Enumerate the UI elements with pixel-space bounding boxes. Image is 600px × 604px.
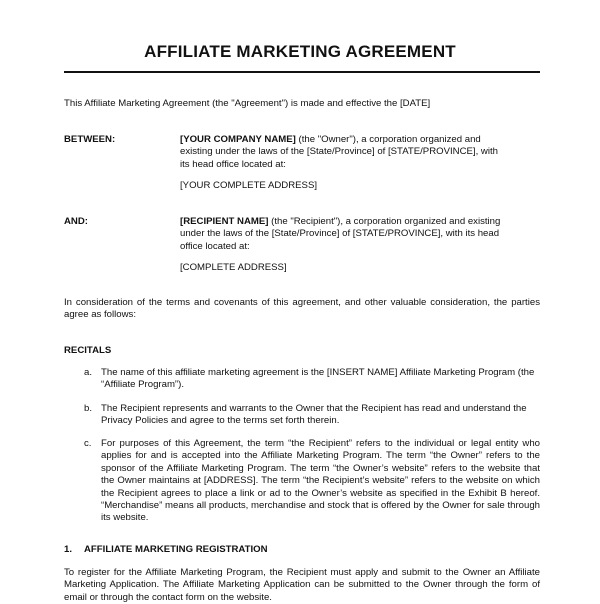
and-label: AND: bbox=[64, 216, 88, 227]
recital-letter: c. bbox=[84, 438, 92, 449]
intro-paragraph: This Affiliate Marketing Agreement (the "Agreement") is made and effective the [DATE] bbox=[64, 98, 431, 109]
section-title: AFFILIATE MARKETING REGISTRATION bbox=[84, 544, 268, 555]
recital-text: For purposes of this Agreement, the term “the Recipient” refers to the individual or legal entity who applies for and is accepted into the Affiliate Marketing Program. The term “the Owner” refers to the sponsor of the Affiliate Marketing Program. The term “the Owner’s website” refers to the website that the Owner maintains at [ADDRESS]. The term “the Recipient’s website” refers to the website on which the Recipient agrees to place a link or ad to the Owner’s website as specified in the Exhibit B hereof. “Merchandise” means all products, merchandise and stock that is offered by the Owner for sale through its website. bbox=[101, 438, 540, 524]
recipient-party bbox=[180, 216, 510, 253]
consideration-paragraph: In consideration of the terms and covenants of this agreement, and other valuable consideration, the parties agree as follows: bbox=[64, 297, 540, 321]
recipient-description: (the "Recipient"), a corporation organized and existing under the laws of the [State/Province] of [STATE/PROVINCE], with its head office located at: bbox=[180, 216, 501, 252]
title-rule bbox=[64, 71, 540, 73]
recital-text: The Recipient represents and warrants to the Owner that the Recipient has read and understand the Privacy Policies and agree to the terms set forth therein. bbox=[101, 403, 527, 427]
recital-letter: a. bbox=[84, 367, 93, 378]
recital-letter: b. bbox=[84, 403, 93, 414]
owner-description: (the "Owner"), a corporation organized and existing under the laws of the [State/Province] of [STATE/PROVINCE], with its head office located at: bbox=[180, 134, 498, 170]
recital-text: The name of this affiliate marketing agreement is the [INSERT NAME] Affiliate Marketing Program (the “Affiliate Program”). bbox=[101, 367, 535, 391]
recitals-heading: RECITALS bbox=[64, 345, 112, 356]
section-number: 1. bbox=[64, 544, 73, 555]
between-label: BETWEEN: bbox=[64, 134, 116, 145]
recipient-address: [COMPLETE ADDRESS] bbox=[180, 262, 287, 273]
document-title: AFFILIATE MARKETING AGREEMENT bbox=[144, 42, 456, 61]
owner-address: [YOUR COMPLETE ADDRESS] bbox=[180, 180, 318, 191]
recipient-name: [RECIPIENT NAME] bbox=[180, 216, 269, 227]
owner-party bbox=[180, 134, 510, 171]
section-paragraph: To register for the Affiliate Marketing Program, the Recipient must apply and submit to the Owner an Affiliate Marketing Application. The Affiliate Marketing Application can be submitted to the Owner through the form of email or through the contact form on the website. bbox=[64, 567, 540, 603]
owner-name: [YOUR COMPANY NAME] bbox=[180, 134, 296, 145]
